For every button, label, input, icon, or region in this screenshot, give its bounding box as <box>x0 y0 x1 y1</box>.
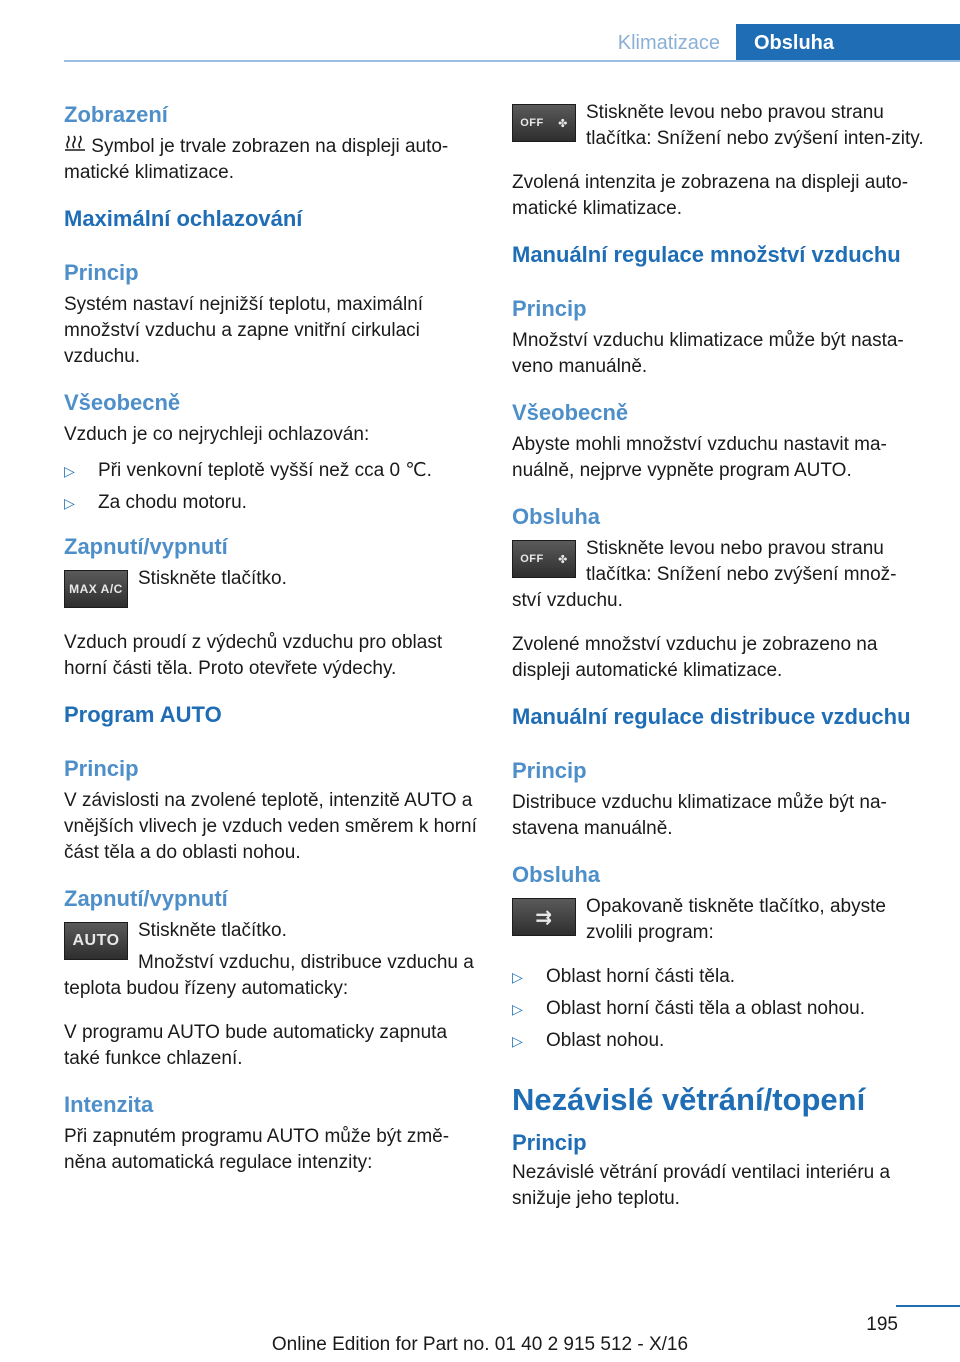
max-ac-button-image: MAX A/C <box>64 570 128 608</box>
princip-4-text: Distribuce vzduchu klimatizace může být na-stavena manuálně. <box>512 792 887 839</box>
heading-zapnuti-1: Zapnutí/vypnutí <box>64 534 228 559</box>
heading-vseobecne-1: Všeobecně <box>64 390 181 415</box>
distribution-row <box>512 894 926 964</box>
left-column <box>64 100 479 1176</box>
list-item: ▷ Oblast nohou. <box>512 1028 926 1054</box>
bullet-list-2 <box>512 964 926 1054</box>
page-header <box>602 24 960 62</box>
heading-zobrazeni: Zobrazení <box>64 102 168 127</box>
air-distribution-button-image <box>512 898 576 936</box>
triangle-bullet-icon: ▷ <box>512 1001 523 1017</box>
intensity-row <box>512 100 926 170</box>
fan-icon: ✤ <box>558 553 568 566</box>
fan-icon: ✤ <box>558 117 568 130</box>
zapnuti-2-text-1: Stiskněte tlačítko. <box>138 920 287 941</box>
list-item: ▷ Oblast horní části těla a oblast nohou. <box>512 996 926 1022</box>
heading-princip-1: Princip <box>64 260 139 285</box>
zapnuti-2-text-2: Množství vzduchu, distribuce vzduchu a teplota budou řízeny automaticky: <box>64 952 474 999</box>
obsluha-1-text: Stiskněte levou nebo pravou stranu tlačítka: Snížení nebo zvýšení množ-ství vzduchu. <box>512 538 897 611</box>
footer-edition: Online Edition for Part no. 01 40 2 915 512 - X/16 <box>271 1334 689 1355</box>
fan-off-label: OFF <box>520 553 544 565</box>
obsluha-2-text: Opakovaně tiskněte tlačítko, abyste zvolili program: <box>586 896 886 943</box>
header-rule <box>64 60 960 62</box>
list-item: ▷ Za chodu motoru. <box>64 490 479 516</box>
zobrazeni-body: Symbol je trvale zobrazen na displeji auto-matické klimatizace. <box>64 136 449 183</box>
obsluha-1-after: Zvolené množství vzduchu je zobrazeno na displeji automatické klimatizace. <box>512 634 878 681</box>
heading-manual-dist: Manuální regulace distribuce vzduchu <box>512 704 911 729</box>
heading-obsluha-2: Obsluha <box>512 862 601 887</box>
zapnuti-1-after: Vzduch proudí z výdechů vzduchu pro oblast horní části těla. Proto otevřete výdechy. <box>64 632 443 679</box>
vseobecne-2-text: Abyste mohli množství vzduchu nastavit ma-nuálně, nejprve vypněte program AUTO. <box>512 434 887 481</box>
zapnuti-1-text: Stiskněte tlačítko. <box>138 568 287 589</box>
heading-zapnuti-2: Zapnutí/vypnutí <box>64 886 228 911</box>
zapnuti-2-after: V programu AUTO bude automaticky zapnuta také funkce chlazení. <box>64 1022 448 1069</box>
bullet-list-1 <box>64 458 479 516</box>
princip-3-text: Množství vzduchu klimatizace může být nasta-veno manuálně. <box>512 330 904 377</box>
intenzita-text: Při zapnutém programu AUTO může být změ-něna automatická regulace intenzity: <box>64 1126 450 1173</box>
heading-obsluha-1: Obsluha <box>512 504 601 529</box>
max-ac-row <box>64 566 479 612</box>
heading-intenzita: Intenzita <box>64 1092 154 1117</box>
intro-after: Zvolená intenzita je zobrazena na displeji auto-matické klimatizace. <box>512 172 909 219</box>
triangle-bullet-icon: ▷ <box>512 969 523 985</box>
princip-2-text: V závislosti na zvolené teplotě, intenzitě AUTO a vnějších vlivech je vzduch veden směrem k horní část těla a do oblasti nohou. <box>64 790 477 863</box>
intro-text: Stiskněte levou nebo pravou stranu tlačítka: Snížení nebo zvýšení inten-zity. <box>586 102 924 149</box>
triangle-bullet-icon: ▷ <box>64 495 75 511</box>
zobrazeni-text <box>64 134 479 186</box>
fan-intensity-button-image <box>512 104 576 142</box>
section-tab[interactable]: Klimatizace <box>602 24 736 62</box>
list-item: ▷ Oblast horní části těla. <box>512 964 926 990</box>
air-quantity-row <box>512 536 926 632</box>
princip-5-text: Nezávislé větrání provádí ventilaci interiéru a snižuje jeho teplotu. <box>512 1162 891 1209</box>
heading-vseobecne-2: Všeobecně <box>512 400 629 425</box>
triangle-bullet-icon: ▷ <box>512 1033 523 1049</box>
vseobecne-1-text: Vzduch je co nejrychleji ochlazován: <box>64 424 370 445</box>
heading-princip-2: Princip <box>64 756 139 781</box>
heading-nezavisle: Nezávislé větrání/topení <box>512 1082 866 1117</box>
page-number: 195 <box>866 1314 898 1335</box>
heading-princip-5: Princip <box>512 1130 587 1155</box>
heading-princip-4: Princip <box>512 758 587 783</box>
list-item: ▷ Při venkovní teplotě vyšší než cca 0 ℃. <box>64 458 479 484</box>
heading-max-cool: Maximální ochlazování <box>64 206 303 231</box>
auto-button-image: AUTO <box>64 922 128 960</box>
princip-1-text: Systém nastaví nejnižší teplotu, maximální množství vzduchu a zapne vnitřní cirkulaci vzduchu. <box>64 294 424 367</box>
fan-off-label: OFF <box>520 117 544 129</box>
triangle-bullet-icon: ▷ <box>64 463 75 479</box>
right-column <box>512 100 926 1212</box>
max-cool-symbol-icon <box>64 136 91 157</box>
heading-princip-3: Princip <box>512 296 587 321</box>
footer-rule <box>896 1305 960 1307</box>
chapter-tab[interactable]: Obsluha <box>736 24 960 62</box>
air-distribution-icon: ⇉ <box>535 906 553 929</box>
fan-quantity-button-image <box>512 540 576 578</box>
heading-program-auto: Program AUTO <box>64 702 222 727</box>
heading-manual-air: Manuální regulace množství vzduchu <box>512 242 901 267</box>
auto-row <box>64 918 479 1020</box>
